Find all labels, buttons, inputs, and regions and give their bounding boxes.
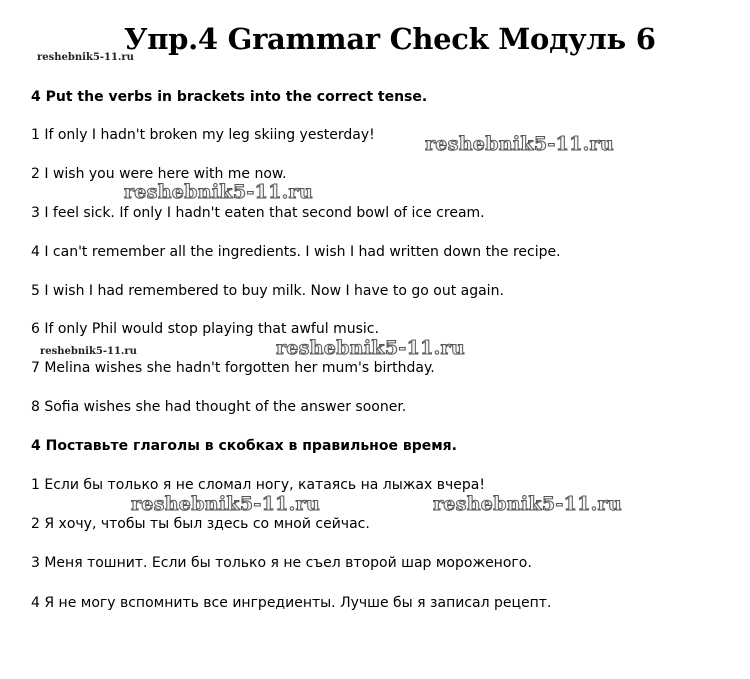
answer-line: 2 Я хочу, чтобы ты был здесь со мной сейчас.: [31, 516, 370, 532]
answer-line: 5 I wish I had remembered to buy milk. Now I have to go out again.: [31, 283, 504, 299]
answer-line: 6 If only Phil would stop playing that awful music.: [31, 321, 379, 337]
page-title: Упр.4 Grammar Check Модуль 6: [124, 22, 656, 56]
answer-line: 4 I can't remember all the ingredients. I wish I had written down the recipe.: [31, 244, 561, 260]
watermark: reshebnik5-11.ru: [40, 346, 137, 357]
answer-line: 1 If only I hadn't broken my leg skiing yesterday!: [31, 127, 375, 143]
answer-line: 7 Melina wishes she hadn't forgotten her mum's birthday.: [31, 360, 435, 376]
answer-line: 3 Меня тошнит. Если бы только я не съел второй шар мороженого.: [31, 555, 532, 571]
watermark: reshebnik5-11.ru: [131, 493, 320, 515]
answer-line: 4 Я не могу вспомнить все ингредиенты. Лучше бы я записал рецепт.: [31, 595, 552, 611]
watermark: reshebnik5-11.ru: [425, 133, 614, 155]
watermark: reshebnik5-11.ru: [124, 181, 313, 203]
watermark: reshebnik5-11.ru: [433, 493, 622, 515]
answer-line: 1 Если бы только я не сломал ногу, катаясь на лыжах вчера!: [31, 477, 485, 493]
answer-line: 2 I wish you were here with me now.: [31, 166, 287, 182]
answer-line: 8 Sofia wishes she had thought of the answer sooner.: [31, 399, 407, 415]
section-heading-en: 4 Put the verbs in brackets into the correct tense.: [31, 89, 428, 105]
section-heading-ru: 4 Поставьте глаголы в скобках в правильное время.: [31, 438, 457, 454]
watermark: reshebnik5-11.ru: [276, 337, 465, 359]
answer-line: 3 I feel sick. If only I hadn't eaten that second bowl of ice cream.: [31, 205, 485, 221]
watermark: reshebnik5-11.ru: [37, 52, 134, 63]
